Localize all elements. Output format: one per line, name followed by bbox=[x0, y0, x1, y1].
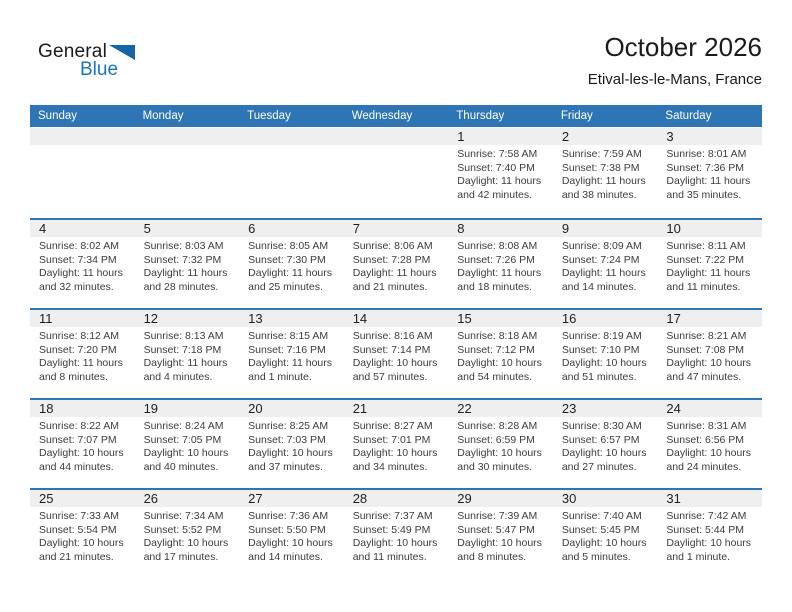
sunset-text: Sunset: 7:28 PM bbox=[352, 253, 431, 266]
sunset-text: Sunset: 7:08 PM bbox=[666, 343, 745, 356]
day-cell-empty bbox=[239, 128, 344, 218]
week-row-5 bbox=[30, 488, 762, 578]
daylight-text-1: Daylight: 11 hours bbox=[561, 267, 646, 279]
day-number: 27 bbox=[239, 490, 344, 507]
sunset-text: Sunset: 7:32 PM bbox=[143, 253, 222, 266]
day-number-empty bbox=[135, 128, 240, 145]
daylight-text-2: and 57 minutes. bbox=[352, 370, 428, 383]
day-cell-30 bbox=[553, 490, 658, 578]
daylight-text-2: and 25 minutes. bbox=[248, 280, 323, 293]
day-info bbox=[448, 507, 553, 564]
day-cell-empty bbox=[344, 128, 449, 218]
daylight-text-1: Daylight: 11 hours bbox=[352, 267, 437, 279]
week-row-3 bbox=[30, 308, 762, 398]
sunrise-text: Sunrise: 7:34 AM bbox=[143, 510, 224, 522]
day-cell-18 bbox=[30, 400, 135, 488]
page-title: October 2026 bbox=[604, 32, 762, 62]
day-number: 26 bbox=[135, 490, 240, 507]
sunset-text: Sunset: 7:12 PM bbox=[457, 343, 535, 356]
sunrise-text: Sunrise: 8:08 AM bbox=[457, 240, 538, 252]
day-number: 6 bbox=[239, 220, 344, 237]
day-number: 17 bbox=[657, 310, 762, 327]
day-number: 23 bbox=[553, 400, 658, 417]
location-subtitle: Etival-les-le-Mans, France bbox=[587, 71, 762, 88]
weekday-label-friday: Friday bbox=[560, 110, 593, 122]
day-info bbox=[344, 507, 449, 564]
day-number: 13 bbox=[239, 310, 344, 327]
day-info bbox=[553, 327, 658, 384]
day-number: 7 bbox=[344, 220, 449, 237]
day-cell-9 bbox=[553, 220, 658, 308]
daylight-text-1: Daylight: 10 hours bbox=[248, 447, 333, 459]
weekday-label-thursday: Thursday bbox=[456, 110, 505, 122]
daylight-text-2: and 14 minutes. bbox=[248, 550, 323, 563]
sunset-text: Sunset: 5:50 PM bbox=[248, 523, 326, 536]
general-blue-logo bbox=[38, 42, 148, 86]
daylight-text-2: and 11 minutes. bbox=[666, 280, 741, 293]
daylight-text-1: Daylight: 10 hours bbox=[352, 357, 438, 369]
sunset-text: Sunset: 7:24 PM bbox=[561, 253, 640, 266]
daylight-text-1: Daylight: 10 hours bbox=[561, 357, 647, 369]
daylight-text-2: and 30 minutes. bbox=[457, 460, 532, 473]
daylight-text-1: Daylight: 10 hours bbox=[143, 537, 229, 549]
sunrise-text: Sunrise: 8:25 AM bbox=[248, 420, 329, 432]
day-number: 29 bbox=[448, 490, 553, 507]
day-cell-25 bbox=[30, 490, 135, 578]
day-info bbox=[239, 327, 344, 384]
sunrise-text: Sunrise: 7:33 AM bbox=[39, 510, 119, 522]
sunrise-text: Sunrise: 8:02 AM bbox=[39, 240, 119, 252]
day-info bbox=[553, 145, 658, 202]
sunrise-text: Sunrise: 8:18 AM bbox=[457, 330, 538, 342]
sunset-text: Sunset: 5:49 PM bbox=[352, 523, 431, 536]
daylight-text-1: Daylight: 10 hours bbox=[666, 357, 752, 369]
sunset-text: Sunset: 7:01 PM bbox=[352, 433, 431, 446]
daylight-text-1: Daylight: 10 hours bbox=[39, 537, 124, 549]
daylight-text-1: Daylight: 10 hours bbox=[561, 447, 647, 459]
daylight-text-2: and 21 minutes. bbox=[39, 550, 114, 563]
day-info bbox=[553, 417, 658, 474]
daylight-text-2: and 44 minutes. bbox=[39, 460, 114, 473]
day-cell-27 bbox=[239, 490, 344, 578]
day-info bbox=[448, 417, 553, 474]
daylight-text-1: Daylight: 11 hours bbox=[561, 175, 646, 187]
sunrise-text: Sunrise: 8:27 AM bbox=[352, 420, 433, 432]
day-info bbox=[239, 417, 344, 474]
day-cell-6 bbox=[239, 220, 344, 308]
weeks-container bbox=[30, 128, 762, 578]
day-cell-21 bbox=[344, 400, 449, 488]
day-info bbox=[657, 145, 762, 202]
daylight-text-1: Daylight: 11 hours bbox=[143, 357, 228, 369]
daylight-text-1: Daylight: 10 hours bbox=[39, 447, 124, 459]
daylight-text-1: Daylight: 11 hours bbox=[457, 175, 542, 187]
sunset-text: Sunset: 7:22 PM bbox=[666, 253, 745, 266]
sunrise-text: Sunrise: 7:42 AM bbox=[666, 510, 747, 522]
daylight-text-1: Daylight: 10 hours bbox=[457, 537, 542, 549]
day-info bbox=[553, 507, 658, 564]
daylight-text-2: and 38 minutes. bbox=[561, 188, 637, 201]
day-number: 30 bbox=[553, 490, 658, 507]
daylight-text-2: and 42 minutes. bbox=[457, 188, 532, 201]
sunset-text: Sunset: 7:34 PM bbox=[39, 253, 117, 266]
daylight-text-2: and 32 minutes. bbox=[39, 280, 114, 293]
day-number: 9 bbox=[553, 220, 658, 237]
sunset-text: Sunset: 7:18 PM bbox=[143, 343, 222, 356]
sunset-text: Sunset: 7:05 PM bbox=[143, 433, 222, 446]
sunrise-text: Sunrise: 8:03 AM bbox=[143, 240, 224, 252]
weekday-header-row bbox=[30, 105, 762, 127]
day-number: 12 bbox=[135, 310, 240, 327]
day-number: 3 bbox=[657, 128, 762, 145]
sunrise-text: Sunrise: 8:12 AM bbox=[39, 330, 119, 342]
day-number-empty bbox=[30, 128, 135, 145]
sunrise-text: Sunrise: 8:31 AM bbox=[666, 420, 747, 432]
sunset-text: Sunset: 7:07 PM bbox=[39, 433, 117, 446]
daylight-text-2: and 18 minutes. bbox=[457, 280, 532, 293]
daylight-text-2: and 27 minutes. bbox=[561, 460, 637, 473]
daylight-text-2: and 8 minutes. bbox=[457, 550, 527, 563]
daylight-text-1: Daylight: 10 hours bbox=[457, 357, 542, 369]
daylight-text-1: Daylight: 11 hours bbox=[666, 267, 751, 279]
day-number: 28 bbox=[344, 490, 449, 507]
sunset-text: Sunset: 7:30 PM bbox=[248, 253, 326, 266]
day-cell-1 bbox=[448, 128, 553, 218]
day-cell-11 bbox=[30, 310, 135, 398]
day-info bbox=[553, 237, 658, 294]
sunset-text: Sunset: 5:45 PM bbox=[561, 523, 640, 536]
day-cell-20 bbox=[239, 400, 344, 488]
weekday-label-tuesday: Tuesday bbox=[247, 110, 291, 122]
daylight-text-2: and 4 minutes. bbox=[143, 370, 213, 383]
weekday-label-saturday: Saturday bbox=[665, 110, 712, 122]
calendar-grid bbox=[30, 105, 762, 578]
sunset-text: Sunset: 6:59 PM bbox=[457, 433, 535, 446]
day-cell-17 bbox=[657, 310, 762, 398]
sunset-text: Sunset: 7:03 PM bbox=[248, 433, 326, 446]
day-cell-23 bbox=[553, 400, 658, 488]
daylight-text-1: Daylight: 10 hours bbox=[143, 447, 229, 459]
day-cell-26 bbox=[135, 490, 240, 578]
daylight-text-1: Daylight: 10 hours bbox=[248, 537, 333, 549]
weekday-label-monday: Monday bbox=[142, 110, 184, 122]
day-info bbox=[657, 507, 762, 564]
sunrise-text: Sunrise: 8:11 AM bbox=[666, 240, 746, 252]
daylight-text-2: and 47 minutes. bbox=[666, 370, 742, 383]
day-number: 14 bbox=[344, 310, 449, 327]
daylight-text-1: Daylight: 11 hours bbox=[457, 267, 542, 279]
day-cell-14 bbox=[344, 310, 449, 398]
sunrise-text: Sunrise: 7:40 AM bbox=[561, 510, 642, 522]
sunrise-text: Sunrise: 8:06 AM bbox=[352, 240, 433, 252]
daylight-text-2: and 34 minutes. bbox=[352, 460, 428, 473]
day-info bbox=[239, 237, 344, 294]
day-cell-16 bbox=[553, 310, 658, 398]
sunrise-text: Sunrise: 7:37 AM bbox=[352, 510, 433, 522]
day-cell-12 bbox=[135, 310, 240, 398]
day-info bbox=[239, 507, 344, 564]
sunrise-text: Sunrise: 7:58 AM bbox=[457, 148, 538, 160]
daylight-text-2: and 40 minutes. bbox=[143, 460, 219, 473]
day-number: 5 bbox=[135, 220, 240, 237]
daylight-text-2: and 35 minutes. bbox=[666, 188, 742, 201]
day-info bbox=[30, 417, 135, 474]
day-cell-19 bbox=[135, 400, 240, 488]
day-cell-31 bbox=[657, 490, 762, 578]
daylight-text-2: and 54 minutes. bbox=[457, 370, 532, 383]
sunrise-text: Sunrise: 8:22 AM bbox=[39, 420, 119, 432]
sunset-text: Sunset: 5:44 PM bbox=[666, 523, 745, 536]
week-row-1 bbox=[30, 128, 762, 218]
day-cell-empty bbox=[30, 128, 135, 218]
sunset-text: Sunset: 7:36 PM bbox=[666, 161, 745, 174]
day-info bbox=[448, 145, 553, 202]
daylight-text-2: and 21 minutes. bbox=[352, 280, 428, 293]
day-number: 24 bbox=[657, 400, 762, 417]
daylight-text-2: and 1 minute. bbox=[248, 370, 312, 383]
day-info bbox=[448, 237, 553, 294]
day-info bbox=[657, 417, 762, 474]
sunset-text: Sunset: 6:56 PM bbox=[666, 433, 745, 446]
day-cell-10 bbox=[657, 220, 762, 308]
sunrise-text: Sunrise: 8:13 AM bbox=[143, 330, 224, 342]
day-info bbox=[135, 327, 240, 384]
day-cell-13 bbox=[239, 310, 344, 398]
day-info bbox=[30, 327, 135, 384]
daylight-text-1: Daylight: 10 hours bbox=[666, 537, 752, 549]
sunset-text: Sunset: 7:38 PM bbox=[561, 161, 640, 174]
daylight-text-1: Daylight: 11 hours bbox=[666, 175, 751, 187]
day-cell-15 bbox=[448, 310, 553, 398]
daylight-text-1: Daylight: 11 hours bbox=[248, 357, 332, 369]
sunset-text: Sunset: 7:16 PM bbox=[248, 343, 326, 356]
day-info bbox=[135, 507, 240, 564]
daylight-text-1: Daylight: 11 hours bbox=[143, 267, 228, 279]
sunset-text: Sunset: 7:40 PM bbox=[457, 161, 535, 174]
sunrise-text: Sunrise: 8:09 AM bbox=[561, 240, 642, 252]
day-number: 18 bbox=[30, 400, 135, 417]
day-cell-3 bbox=[657, 128, 762, 218]
day-cell-8 bbox=[448, 220, 553, 308]
sunrise-text: Sunrise: 8:28 AM bbox=[457, 420, 538, 432]
day-cell-7 bbox=[344, 220, 449, 308]
daylight-text-1: Daylight: 10 hours bbox=[352, 537, 438, 549]
sunrise-text: Sunrise: 8:24 AM bbox=[143, 420, 224, 432]
day-info bbox=[135, 237, 240, 294]
daylight-text-2: and 37 minutes. bbox=[248, 460, 323, 473]
day-info bbox=[135, 417, 240, 474]
day-number: 2 bbox=[553, 128, 658, 145]
daylight-text-1: Daylight: 11 hours bbox=[248, 267, 332, 279]
daylight-text-1: Daylight: 10 hours bbox=[666, 447, 752, 459]
title-block bbox=[588, 32, 762, 88]
day-number: 25 bbox=[30, 490, 135, 507]
day-info bbox=[657, 327, 762, 384]
day-cell-22 bbox=[448, 400, 553, 488]
day-number-empty bbox=[239, 128, 344, 145]
day-info bbox=[657, 237, 762, 294]
logo-triangle-icon bbox=[109, 45, 135, 60]
weekday-label-sunday: Sunday bbox=[38, 110, 78, 122]
sunset-text: Sunset: 7:20 PM bbox=[39, 343, 117, 356]
daylight-text-1: Daylight: 11 hours bbox=[39, 267, 123, 279]
daylight-text-2: and 14 minutes. bbox=[561, 280, 637, 293]
daylight-text-2: and 24 minutes. bbox=[666, 460, 742, 473]
logo-text-blue: Blue bbox=[80, 59, 119, 80]
day-number: 4 bbox=[30, 220, 135, 237]
sunrise-text: Sunrise: 8:19 AM bbox=[561, 330, 642, 342]
day-cell-4 bbox=[30, 220, 135, 308]
day-number: 22 bbox=[448, 400, 553, 417]
sunrise-text: Sunrise: 8:21 AM bbox=[666, 330, 747, 342]
sunrise-text: Sunrise: 8:16 AM bbox=[352, 330, 433, 342]
day-info bbox=[30, 507, 135, 564]
day-cell-empty bbox=[135, 128, 240, 218]
sunset-text: Sunset: 5:52 PM bbox=[143, 523, 222, 536]
daylight-text-2: and 1 minute. bbox=[666, 550, 731, 563]
sunrise-text: Sunrise: 8:05 AM bbox=[248, 240, 329, 252]
day-info bbox=[448, 327, 553, 384]
daylight-text-2: and 51 minutes. bbox=[561, 370, 637, 383]
sunrise-text: Sunrise: 8:15 AM bbox=[248, 330, 329, 342]
sunrise-text: Sunrise: 8:30 AM bbox=[561, 420, 642, 432]
day-number: 19 bbox=[135, 400, 240, 417]
day-number: 16 bbox=[553, 310, 658, 327]
day-number-empty bbox=[344, 128, 449, 145]
day-cell-29 bbox=[448, 490, 553, 578]
day-number: 8 bbox=[448, 220, 553, 237]
week-row-4 bbox=[30, 398, 762, 488]
sunrise-text: Sunrise: 7:59 AM bbox=[561, 148, 642, 160]
day-cell-24 bbox=[657, 400, 762, 488]
day-number: 11 bbox=[30, 310, 135, 327]
day-number: 15 bbox=[448, 310, 553, 327]
sunset-text: Sunset: 7:26 PM bbox=[457, 253, 535, 266]
day-cell-5 bbox=[135, 220, 240, 308]
day-number: 1 bbox=[448, 128, 553, 145]
day-number: 20 bbox=[239, 400, 344, 417]
sunset-text: Sunset: 5:54 PM bbox=[39, 523, 117, 536]
sunrise-text: Sunrise: 8:01 AM bbox=[666, 148, 747, 160]
day-info bbox=[344, 237, 449, 294]
daylight-text-2: and 8 minutes. bbox=[39, 370, 108, 383]
daylight-text-2: and 28 minutes. bbox=[143, 280, 219, 293]
day-info bbox=[344, 327, 449, 384]
sunset-text: Sunset: 7:14 PM bbox=[352, 343, 431, 356]
week-row-2 bbox=[30, 218, 762, 308]
logo-text-general: General bbox=[38, 41, 107, 62]
day-number: 21 bbox=[344, 400, 449, 417]
daylight-text-1: Daylight: 10 hours bbox=[352, 447, 438, 459]
day-cell-2 bbox=[553, 128, 658, 218]
day-number: 10 bbox=[657, 220, 762, 237]
day-info bbox=[30, 237, 135, 294]
daylight-text-2: and 11 minutes. bbox=[352, 550, 427, 563]
day-info bbox=[344, 417, 449, 474]
daylight-text-1: Daylight: 11 hours bbox=[39, 357, 123, 369]
sunrise-text: Sunrise: 7:36 AM bbox=[248, 510, 329, 522]
sunrise-text: Sunrise: 7:39 AM bbox=[457, 510, 538, 522]
day-number: 31 bbox=[657, 490, 762, 507]
daylight-text-2: and 17 minutes. bbox=[143, 550, 219, 563]
sunset-text: Sunset: 5:47 PM bbox=[457, 523, 535, 536]
daylight-text-1: Daylight: 10 hours bbox=[457, 447, 542, 459]
sunset-text: Sunset: 7:10 PM bbox=[561, 343, 640, 356]
sunset-text: Sunset: 6:57 PM bbox=[561, 433, 640, 446]
daylight-text-2: and 5 minutes. bbox=[561, 550, 631, 563]
daylight-text-1: Daylight: 10 hours bbox=[561, 537, 647, 549]
day-cell-28 bbox=[344, 490, 449, 578]
weekday-label-wednesday: Wednesday bbox=[351, 110, 413, 122]
